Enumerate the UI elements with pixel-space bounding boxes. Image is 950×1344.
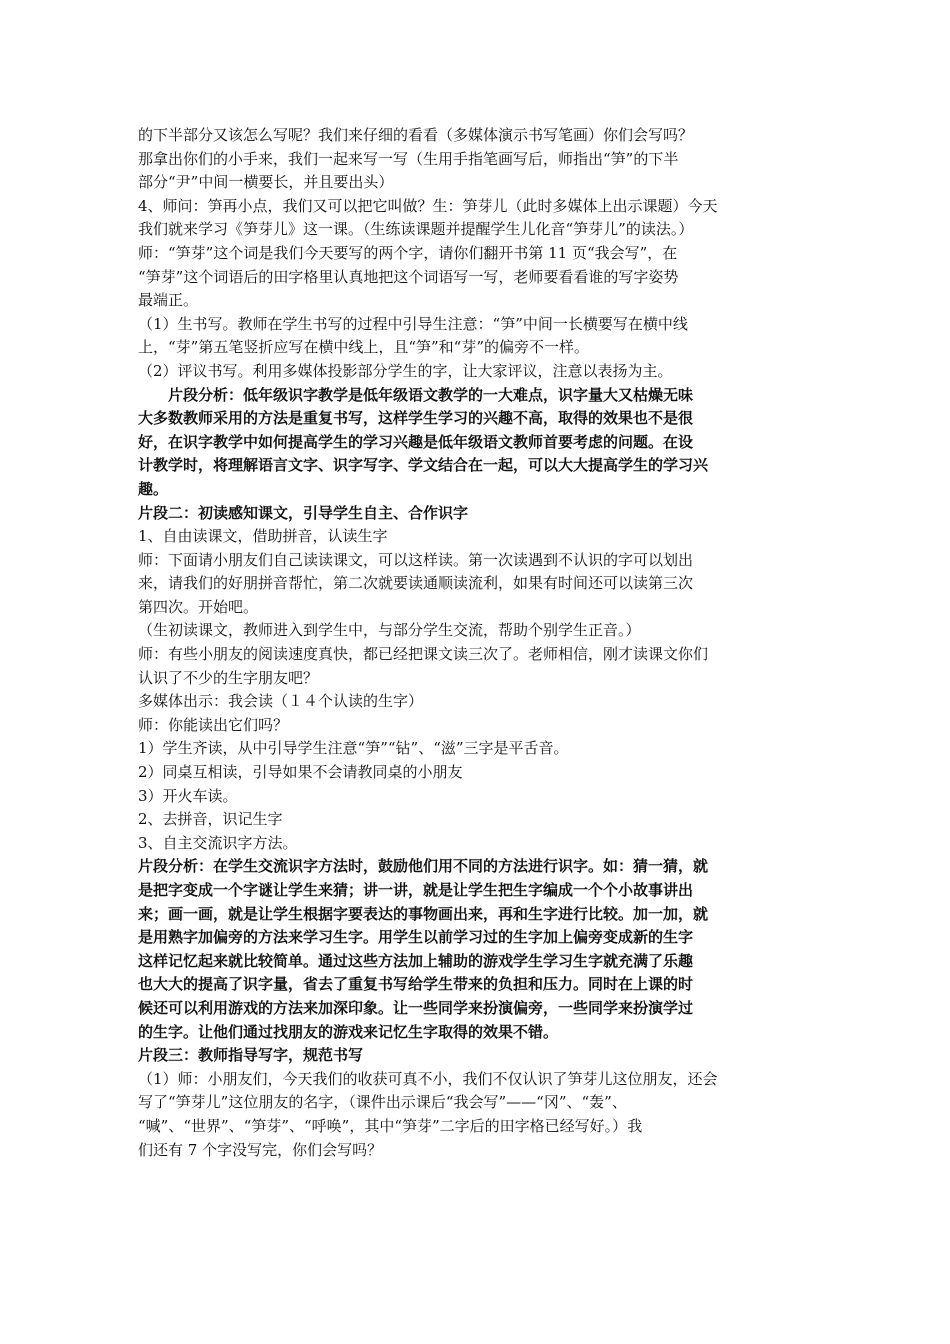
analysis-text-line: 片段三：教师指导写字，规范书写 xyxy=(138,1046,364,1065)
analysis-text-line: 趣。 xyxy=(138,479,169,498)
body-text-line: 们还有 7 个字没写完，你们会写吗？ xyxy=(138,1140,383,1159)
body-text-line: 2、去拼音，识记生字 xyxy=(138,810,283,829)
body-text-line: 部分“尹”中间一横要长，并且要出头） xyxy=(138,173,394,192)
body-text-line: 3、自主交流识字方法。 xyxy=(138,833,298,852)
analysis-text-line: 的生字。让他们通过找朋友的游戏来记忆生字取得的效果不错。 xyxy=(138,1022,559,1041)
body-text-line: 最端正。 xyxy=(138,291,199,310)
body-text-line: 我们就来学习《笋芽儿》这一课。（生练读课题并提醒学生儿化音“笋芽儿”的读法。） xyxy=(138,220,694,239)
body-text-line: （2）评议书写。利用多媒体投影部分学生的字，让大家评议，注意以表扬为主。 xyxy=(138,361,673,380)
body-text-line: 师：你能读出它们吗？ xyxy=(138,715,289,734)
analysis-text-line: 候还可以利用游戏的方法来加深印象。让一些同学来扮演偏旁，一些同学来扮演学过 xyxy=(138,998,694,1017)
body-text-line: “笋芽”这个词语后的田字格里认真地把这个词语写一写，老师要看看谁的写字姿势 xyxy=(138,267,679,286)
body-text-line: （1）师：小朋友们，今天我们的收获可真不小，我们不仅认识了笋芽儿这位朋友，还会 xyxy=(138,1069,718,1088)
body-text-line: 认识了不少的生字朋友吧？ xyxy=(138,668,319,687)
analysis-text-line: 好，在识字教学中如何提高学生的学习兴趣是低年级语文教师首要考虑的问题。在设 xyxy=(138,432,694,451)
body-text-line: （1）生书写。教师在学生书写的过程中引导生注意：“笋”中间一长横要写在横中线 xyxy=(138,314,688,333)
analysis-text-line: 是把字变成一个字谜让学生来猜；讲一讲，就是让学生把生字编成一个个小故事讲出 xyxy=(138,881,694,899)
body-text-line: 4、师问：笋再小点，我们又可以把它叫做？生：笋芽儿（此时多媒体上出示课题）今天 xyxy=(138,196,718,215)
body-text-line: （生初读课文，教师进入到学生中，与部分学生交流，帮助个别学生正音。） xyxy=(138,621,641,640)
body-text-line: “喊”、“世界”、“笋芽”、“呼唤”，其中“笋芽”二字后的田字格已经写好。）我 xyxy=(138,1116,643,1135)
body-text-line: 1）学生齐读，从中引导学生注意“笋”“钻”、“滋”三字是平舌音。 xyxy=(138,739,569,758)
analysis-text-line: 也大大的提高了识字量，省去了重复书写给学生带来的负担和压力。同时在上课的时 xyxy=(138,975,694,994)
body-text-line: 3）开火车读。 xyxy=(138,786,238,805)
body-text-line: 师：有些小朋友的阅读速度真快，都已经把课文读三次了。老师相信，刚才读课文你们 xyxy=(138,645,709,664)
body-text-line: 2）同桌互相读，引导如果不会请教同桌的小朋友 xyxy=(138,763,463,782)
body-text-line: 的下半部分又该怎么写呢？我们来仔细的看看（多媒体演示书写笔画）你们会写吗？ xyxy=(138,126,694,144)
analysis-text-line: 计教学时，将理解语言文字、识字写字、学文结合在一起，可以大大提高学生的学习兴 xyxy=(138,456,709,475)
body-text-line: 那拿出你们的小手来，我们一起来写一写（生用手指笔画写后，师指出“笋”的下半 xyxy=(138,149,679,168)
analysis-text-line: 来；画一画，就是让学生根据字要表达的事物画出来，再和生字进行比较。加一加，就 xyxy=(138,904,709,923)
body-text-line: 上，“芽”第五笔竖折应写在横中线上，且“笋”和“芽”的偏旁不一样。 xyxy=(138,338,590,357)
body-text-line: 师：下面请小朋友们自己读读课文，可以这样读。第一次读遇到不认识的字可以划出 xyxy=(138,550,694,569)
body-text-line: 多媒体出示：我会读（１４个认读的生字） xyxy=(138,692,424,711)
body-text-line: 1、自由读课文，借助拼音，认读生字 xyxy=(138,527,388,546)
analysis-text-line: 是用熟字加偏旁的方法来学习生字。用学生以前学习过的生字加上偏旁变成新的生字 xyxy=(138,928,694,947)
body-text-line: 第四次。开始吧。 xyxy=(138,597,259,616)
body-text-line: 师：“笋芽”这个词是我们今天要写的两个字，请你们翻开书第 11 页“我会写”，在 xyxy=(138,243,678,262)
analysis-text-line: 片段二：初读感知课文，引导学生自主、合作识字 xyxy=(138,503,469,522)
document-page xyxy=(138,124,840,1162)
analysis-text-line: 片段分析：在学生交流识字方法时，鼓励他们用不同的方法进行识字。如：猜一猜，就 xyxy=(138,857,709,876)
body-text-line: 来，请我们的好朋拼音帮忙，第二次就要读通顺读流利，如果有时间还可以读第三次 xyxy=(138,574,694,593)
body-text-line: 写了“笋芽儿”这位朋友的名字，（课件出示课后“我会写”——“冈”、“轰”、 xyxy=(138,1093,627,1112)
analysis-text-line: 这样记忆起来就比较简单。通过这些方法加上辅助的游戏学生学习生字就充满了乐趣 xyxy=(138,951,694,970)
analysis-text-line: 片段分析：低年级识字教学是低年级语文教学的一大难点，识字量大又枯燥无味 xyxy=(168,385,694,404)
analysis-text-line: 大多数教师采用的方法是重复书写，这样学生学习的兴趣不高，取得的效果也不是很 xyxy=(138,409,694,428)
